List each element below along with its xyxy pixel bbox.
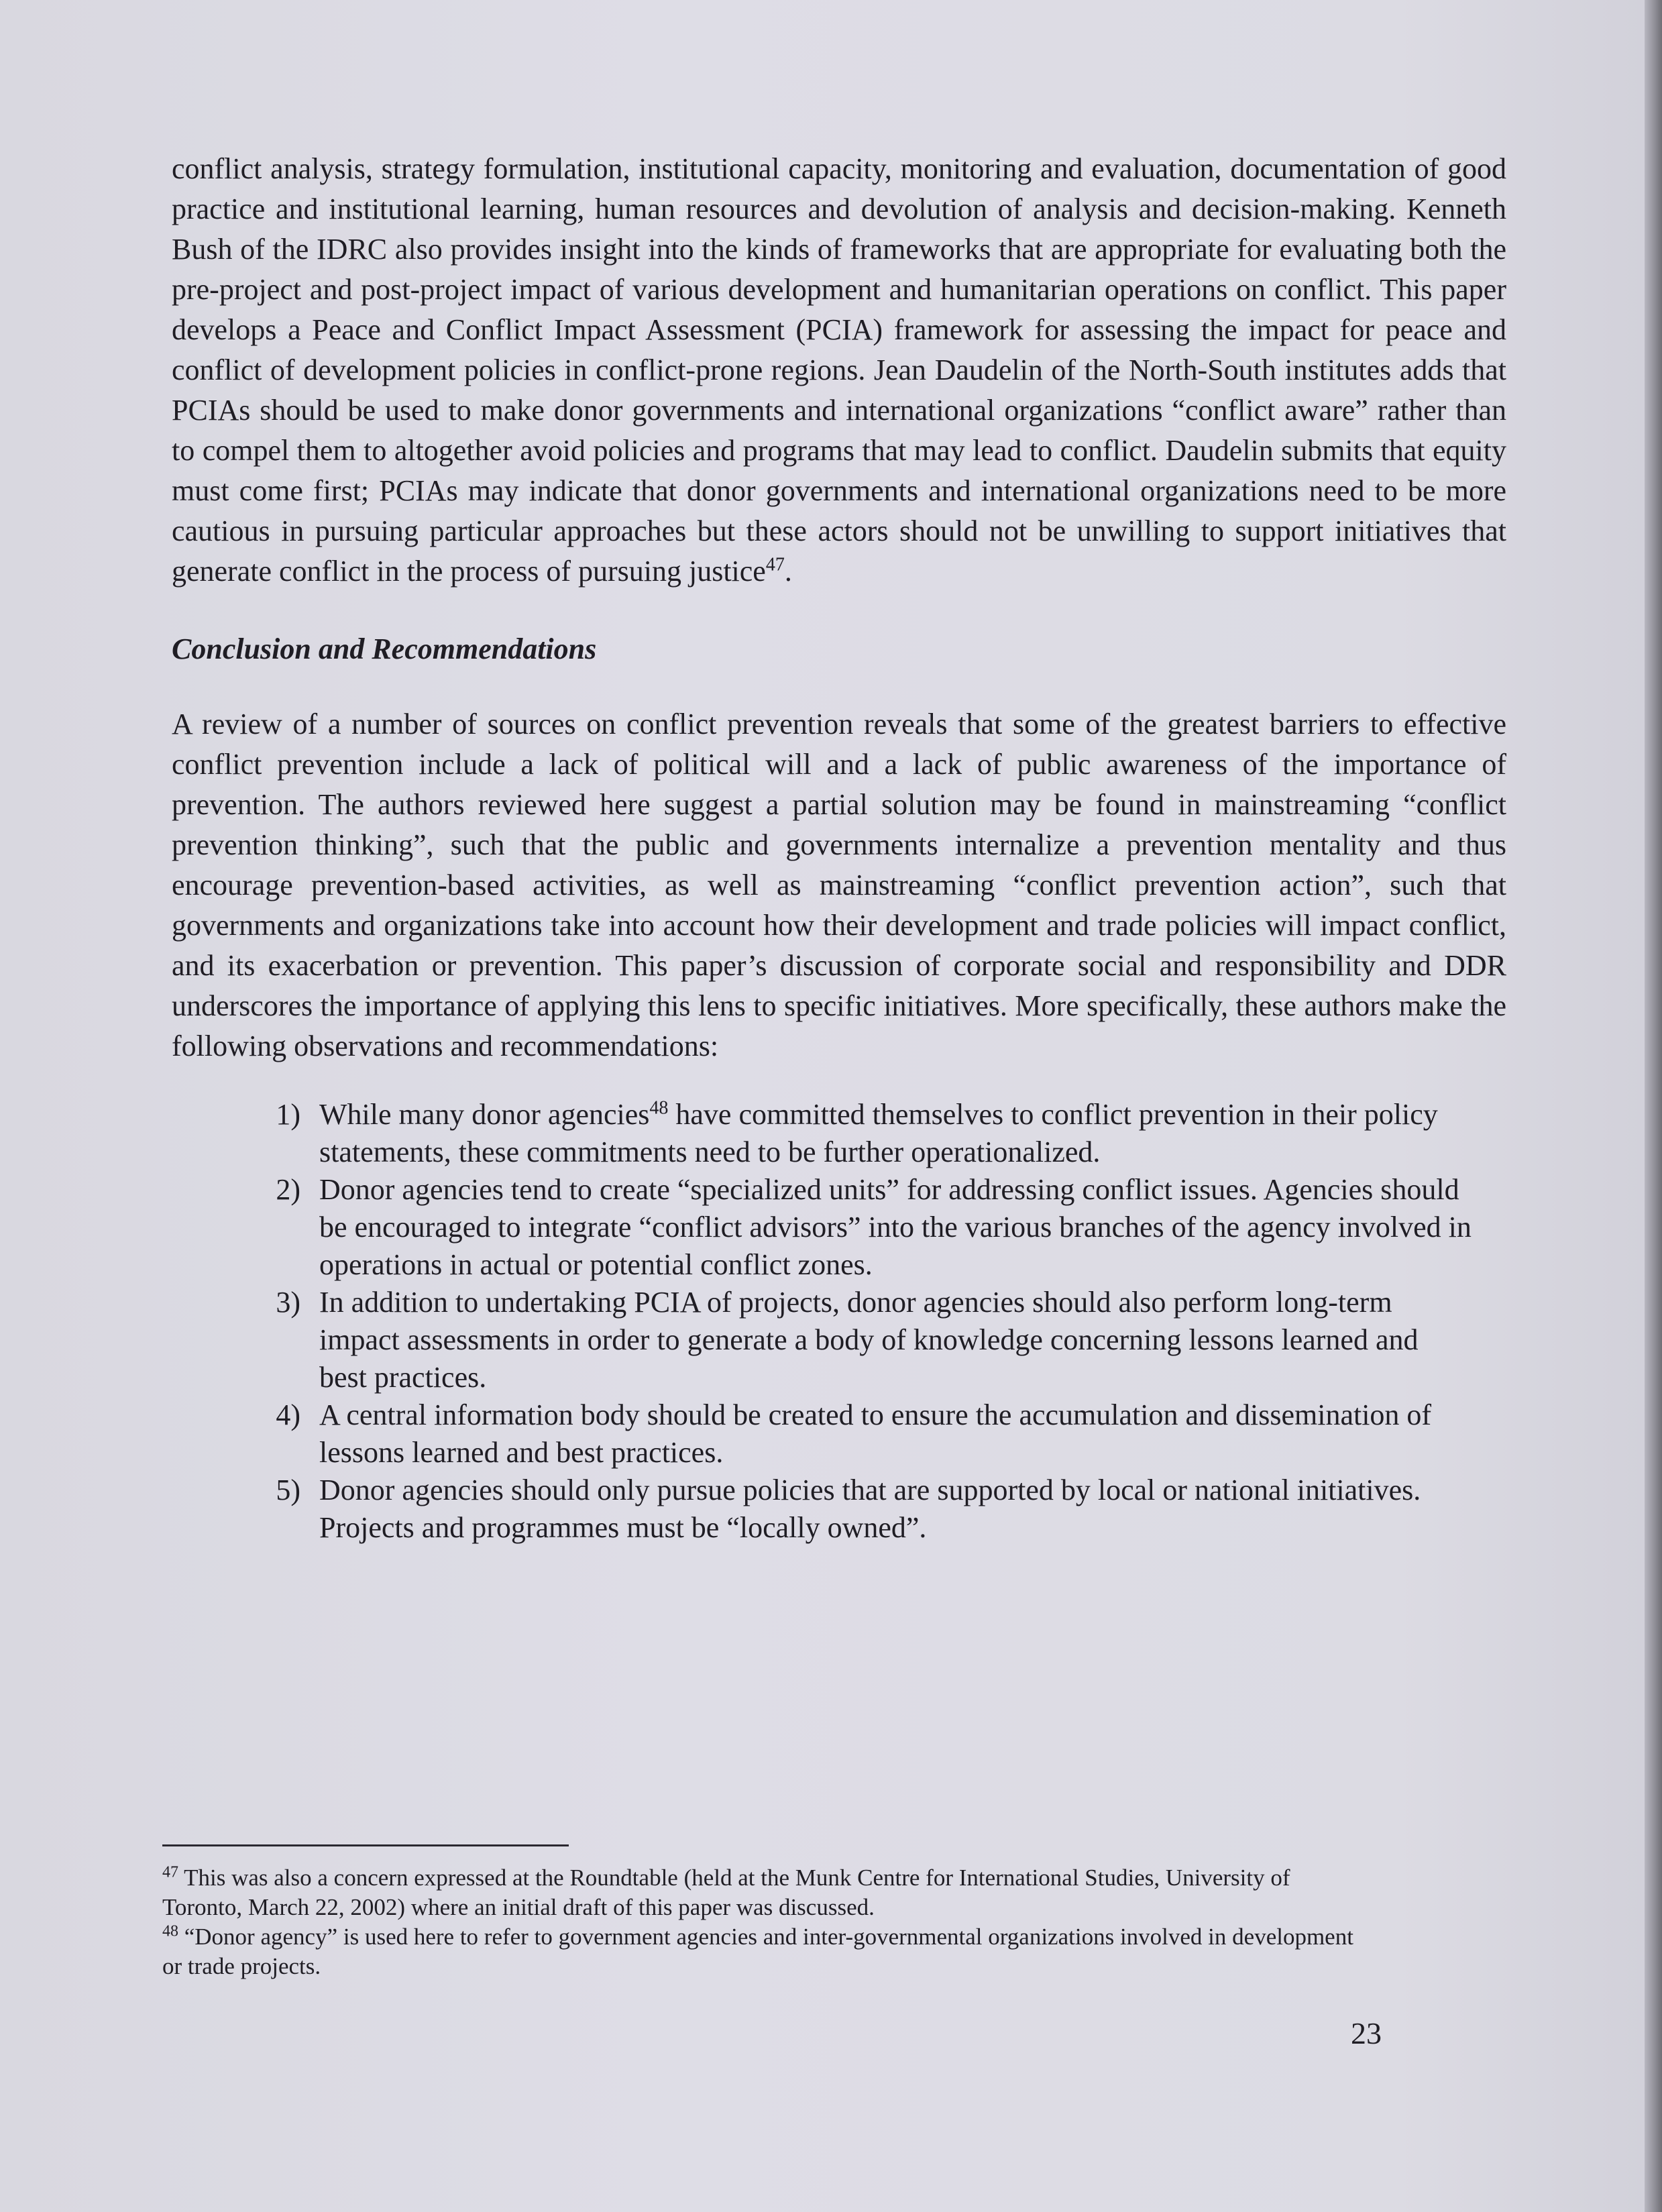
list-item-number: 4) [276,1398,300,1431]
list-item-number: 5) [276,1474,300,1506]
list-item-number: 3) [276,1286,300,1319]
list-item-text-before: While many donor agencies [319,1098,650,1131]
footnote-marker: 48 [162,1922,178,1940]
list-item-text: In addition to undertaking PCIA of projects, donor agencies should also perform long-term impact assessments in order to generate a body of knowledge concerning lessons learned and best practices. [319,1286,1419,1394]
list-item-number: 1) [276,1098,300,1131]
list-item-number: 2) [276,1173,300,1206]
list-item [172,1396,1506,1472]
list-item-text [319,1096,1473,1171]
list-item-text: Donor agencies should only pursue policies that are supported by local or national initiatives. Projects and programmes must be “locally owned”. [319,1474,1421,1544]
list-item-text-after: have committed themselves to conflict prevention in their policy statements, these commitments need to be further operationalized. [319,1098,1438,1168]
footnote-text: “Donor agency” is used here to refer to government agencies and inter-governmental organizations involved in development or trade projects. [162,1924,1353,1979]
list-item-text: A central information body should be created to ensure the accumulation and dissemination of lessons learned and best practices. [319,1398,1432,1469]
list-item [172,1171,1506,1284]
footnote-ref-48: 48 [649,1097,669,1119]
page-edge-shadow [1645,0,1662,2212]
footnote-text: This was also a concern expressed at the Roundtable (held at the Munk Centre for International Studies, University of Toronto, March 22, 2002) where an initial draft of this paper was discussed. [162,1865,1290,1920]
intro-paragraph-end: . [784,555,792,588]
footnote-47 [162,1863,1356,1922]
footnote-divider [162,1844,569,1846]
intro-paragraph-text: conflict analysis, strategy formulation, institutional capacity, monitoring and evaluation, documentation of good practice and institutional learning, human resources and devolution of analysis and decision-making. Kenneth Bush of the IDRC also provides insight into the kinds of frameworks that are appropriate for evaluating both the pre-project and post-project impact of various development and humanitarian operations on conflict. This paper develops a Peace and Conflict Impact Assessment (PCIA) framework for assessing the impact for peace and conflict of development policies in conflict-prone regions. Jean Daudelin of the North-South institutes adds that PCIAs should be used to make donor governments and international organizations “conflict aware” rather than to compel them to altogether avoid policies and programs that may lead to conflict. Daudelin submits that equity must come first; PCIAs may indicate that donor governments and international organizations need to be more cautious in pursuing particular approaches but these actors should not be unwilling to support initiatives that generate conflict in the process of pursuing justice [172,152,1506,588]
recommendations-list [172,1096,1506,1547]
list-item [172,1472,1506,1547]
footnotes [162,1863,1356,1981]
main-content [172,149,1506,1547]
list-item [172,1284,1506,1396]
page-number: 23 [1351,2016,1382,2050]
conclusion-paragraph: A review of a number of sources on conflict prevention reveals that some of the greatest barriers to effective conflict prevention include a lack of political will and a lack of public awareness of the importance of prevention. The authors reviewed here suggest a partial solution may be found in mainstreaming “conflict prevention thinking”, such that the public and governments internalize a prevention mentality and thus encourage prevention-based activities, as well as mainstreaming “conflict prevention action”, such that governments and organizations take into account how their development and trade policies will impact conflict, and its exacerbation or prevention. This paper’s discussion of corporate social and responsibility and DDR underscores the importance of applying this lens to specific initiatives. More specifically, these authors make the following observations and recommendations: [172,708,1506,1062]
list-item-text: Donor agencies tend to create “specialized units” for addressing conflict issues. Agencies should be encouraged to integrate “conflict advisors” into the various branches of the agency involved in operations in actual or potential conflict zones. [319,1173,1472,1281]
list-item [172,1096,1506,1171]
section-heading: Conclusion and Recommendations [172,632,597,665]
footnote-48 [162,1922,1356,1981]
intro-paragraph [172,149,1506,592]
footnote-marker: 47 [162,1863,178,1881]
footnote-ref-47: 47 [765,554,785,575]
